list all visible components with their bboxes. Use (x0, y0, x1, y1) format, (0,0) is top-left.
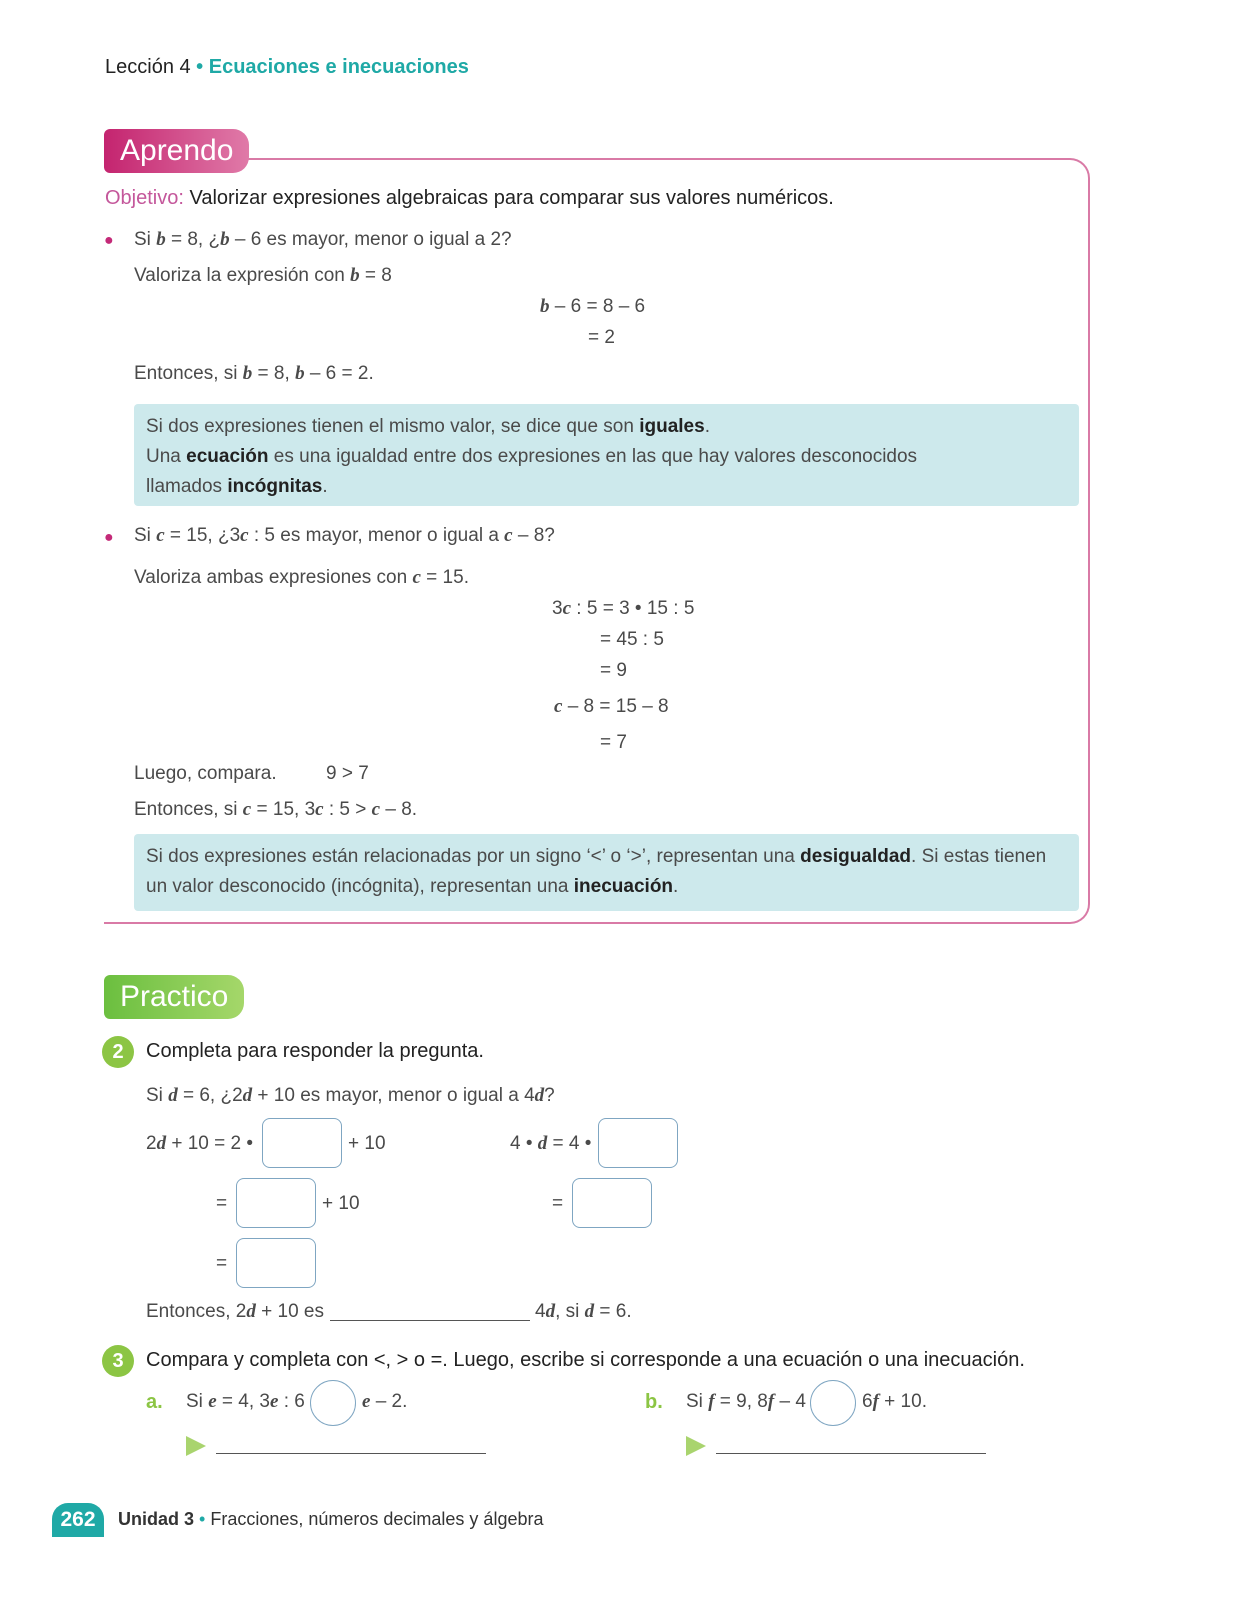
text: ? (544, 1085, 555, 1106)
answer-box-right-1[interactable] (598, 1118, 678, 1168)
comparison-circle-b[interactable] (810, 1380, 856, 1426)
left-expression (146, 1133, 253, 1155)
text: = 9, 8 (714, 1391, 768, 1412)
text: = 8 (359, 265, 392, 286)
comparison-circle-a[interactable] (310, 1380, 356, 1426)
lesson-topic: Ecuaciones e inecuaciones (208, 56, 469, 78)
text: + 10 es mayor, menor o igual a 4 (252, 1085, 535, 1106)
bullet-icon: ● (104, 529, 114, 546)
unit-title: Fracciones, números decimales y álgebra (210, 1509, 544, 1529)
text: llamados (146, 476, 228, 497)
example1-equation-line1 (540, 296, 645, 318)
text: 2 (146, 1133, 157, 1154)
variable: c (504, 525, 513, 546)
variable: c (562, 598, 572, 619)
definition-line (146, 842, 1067, 872)
example2-equation-line1 (552, 598, 694, 620)
text: – 8? (512, 525, 555, 546)
text: Entonces, si (134, 799, 243, 820)
example2-question (134, 525, 555, 547)
variable: b (220, 229, 230, 250)
question3-title: Compara y completa con <, > o =. Luego, escribe si corresponde a una ecuación o una inecuación. (146, 1349, 1025, 1371)
equals-sign: = (216, 1253, 228, 1274)
text: + 10 es (255, 1301, 324, 1322)
example2-equation-line4 (554, 696, 669, 718)
text: Si (146, 1085, 169, 1106)
text: = 15. (420, 567, 469, 588)
example1-question (134, 229, 512, 251)
play-arrow-icon (686, 1436, 706, 1456)
variable: d (534, 1085, 545, 1106)
text: : 5 > (323, 799, 372, 820)
answer-box-left-1[interactable] (262, 1118, 342, 1168)
variable: c (371, 799, 381, 820)
text: Si dos expresiones tienen el mismo valor, se dice que son (146, 416, 640, 437)
example1-equation-line2: = 2 (588, 327, 615, 348)
objective (105, 187, 834, 210)
keyword: inecuación (573, 876, 674, 897)
example1-conclusion (134, 363, 374, 385)
answer-line-a[interactable] (216, 1453, 486, 1454)
variable: c (412, 567, 421, 588)
text: – 2. (370, 1391, 408, 1412)
variable: c (554, 696, 563, 717)
text: – 6 = 8 – 6 (549, 296, 646, 317)
unit-number: Unidad 3 (118, 1509, 195, 1529)
text: 6 (862, 1391, 873, 1412)
question-number-2: 2 (102, 1036, 134, 1068)
plus-ten: + 10 (322, 1193, 360, 1214)
keyword: desigualdad (800, 846, 912, 867)
text: Si (134, 229, 157, 250)
answer-line-q2[interactable] (330, 1320, 530, 1321)
variable: e (269, 1391, 279, 1412)
definition-line (146, 472, 1067, 502)
part-a-left-expression (186, 1391, 305, 1413)
part-a-right-expression (362, 1391, 407, 1413)
variable: d (584, 1301, 595, 1322)
answer-box-right-2[interactable] (572, 1178, 652, 1228)
definition-line (146, 872, 1067, 902)
text: Si dos expresiones están relacionadas por un signo ‘<’ o ‘>’, representan una (146, 846, 801, 867)
compare-label: Luego, compara. (134, 763, 277, 784)
answer-box-left-3[interactable] (236, 1238, 316, 1288)
variable: b (350, 265, 360, 286)
text: 4 (535, 1301, 546, 1322)
variable: d (156, 1133, 167, 1154)
variable: c (242, 799, 252, 820)
text: Si (134, 525, 157, 546)
answer-box-left-2[interactable] (236, 1178, 316, 1228)
text: : 5 = 3 • 15 : 5 (571, 598, 695, 619)
variable: b (242, 363, 253, 384)
example2-equation-line3: = 9 (600, 660, 627, 681)
text: = 6. (594, 1301, 632, 1322)
variable: c (156, 525, 165, 546)
plus-ten: + 10 (348, 1133, 386, 1154)
equals-sign: = (216, 1193, 228, 1214)
play-arrow-icon (186, 1436, 206, 1456)
text: 4 • (510, 1133, 538, 1154)
text: – 4 (774, 1391, 806, 1412)
variable: b (295, 363, 305, 384)
objective-label: Objetivo: (105, 187, 184, 209)
text: un valor desconocido (incógnita), representan una (146, 876, 574, 897)
example2-equation-line5: = 7 (600, 732, 627, 753)
question-number-3: 3 (102, 1345, 134, 1377)
example2-equation-line2: = 45 : 5 (600, 629, 664, 650)
text: , si (555, 1301, 585, 1322)
part-a-label: a. (146, 1391, 163, 1413)
text: . (673, 876, 679, 897)
question2-title: Completa para responder la pregunta. (146, 1040, 484, 1062)
lesson-number: Lección 4 (105, 56, 191, 78)
text: Una (146, 446, 187, 467)
text: Si (686, 1391, 709, 1412)
header-separator: • (190, 56, 209, 78)
variable: d (242, 1085, 253, 1106)
text: Entonces, 2 (146, 1301, 247, 1322)
page-number: 262 (52, 1503, 104, 1537)
text: 3 (552, 598, 563, 619)
objective-text: Valorizar expresiones algebraicas para comparar sus valores numéricos. (183, 187, 834, 209)
text: – 6 es mayor, menor o igual a 2? (229, 229, 512, 250)
variable: f (872, 1391, 879, 1412)
variable: d (246, 1301, 256, 1322)
question2-conclusion-end (535, 1301, 632, 1323)
example2-instruction (134, 567, 469, 589)
example1-instruction (134, 265, 392, 287)
text: = 8, ¿ (165, 229, 221, 250)
variable: d (545, 1301, 556, 1322)
definition-box-inecuacion (134, 834, 1079, 911)
text: – 8 = 15 – 8 (562, 696, 669, 717)
aprendo-tab: Aprendo (104, 129, 249, 173)
definition-line (146, 412, 1067, 442)
text: : 5 es mayor, menor o igual a (248, 525, 505, 546)
text: = 15, 3 (251, 799, 316, 820)
definition-line (146, 442, 1067, 472)
text: – 8. (380, 799, 418, 820)
definition-box-ecuacion (134, 404, 1079, 506)
text: Entonces, si (134, 363, 243, 384)
text: = 4, 3 (216, 1391, 270, 1412)
keyword: incógnitas (227, 476, 323, 497)
text: . (322, 476, 328, 497)
variable: b (540, 296, 550, 317)
variable: f (767, 1391, 775, 1412)
variable: e (208, 1391, 217, 1412)
variable: c (240, 525, 249, 546)
text: = 15, ¿3 (164, 525, 241, 546)
compare-value: 9 > 7 (326, 763, 369, 784)
variable: b (156, 229, 166, 250)
right-expression (510, 1133, 591, 1155)
text: = 8, (252, 363, 296, 384)
variable: e (362, 1391, 371, 1412)
footer-unit (118, 1509, 543, 1530)
text: Valoriza la expresión con (134, 265, 351, 286)
text: . Si estas tienen (911, 846, 1047, 867)
text: Si (186, 1391, 209, 1412)
text: Valoriza ambas expresiones con (134, 567, 413, 588)
variable: d (537, 1133, 548, 1154)
keyword: ecuación (186, 446, 269, 467)
practico-tab: Practico (104, 975, 244, 1019)
equals-sign: = (552, 1193, 564, 1214)
text: + 10 = 2 • (166, 1133, 254, 1154)
text: = 6, ¿2 (177, 1085, 243, 1106)
question2-prompt (146, 1085, 555, 1107)
bullet-icon: ● (104, 232, 114, 249)
part-b-right-expression (862, 1391, 927, 1413)
question2-conclusion-start (146, 1301, 324, 1323)
keyword: iguales (639, 416, 705, 437)
text: : 6 (278, 1391, 305, 1412)
lesson-header (105, 56, 469, 79)
part-b-left-expression (686, 1391, 806, 1413)
part-b-label: b. (645, 1391, 663, 1413)
answer-line-b[interactable] (716, 1453, 986, 1454)
text: – 6 = 2. (304, 363, 374, 384)
text: = 4 • (547, 1133, 592, 1154)
text: + 10. (878, 1391, 927, 1412)
text: . (704, 416, 710, 437)
variable: c (315, 799, 324, 820)
footer-separator: • (194, 1509, 211, 1529)
variable: d (168, 1085, 178, 1106)
example2-conclusion (134, 799, 417, 821)
variable: f (708, 1391, 715, 1412)
text: es una igualdad entre dos expresiones en las que hay valores desconocidos (268, 446, 918, 467)
